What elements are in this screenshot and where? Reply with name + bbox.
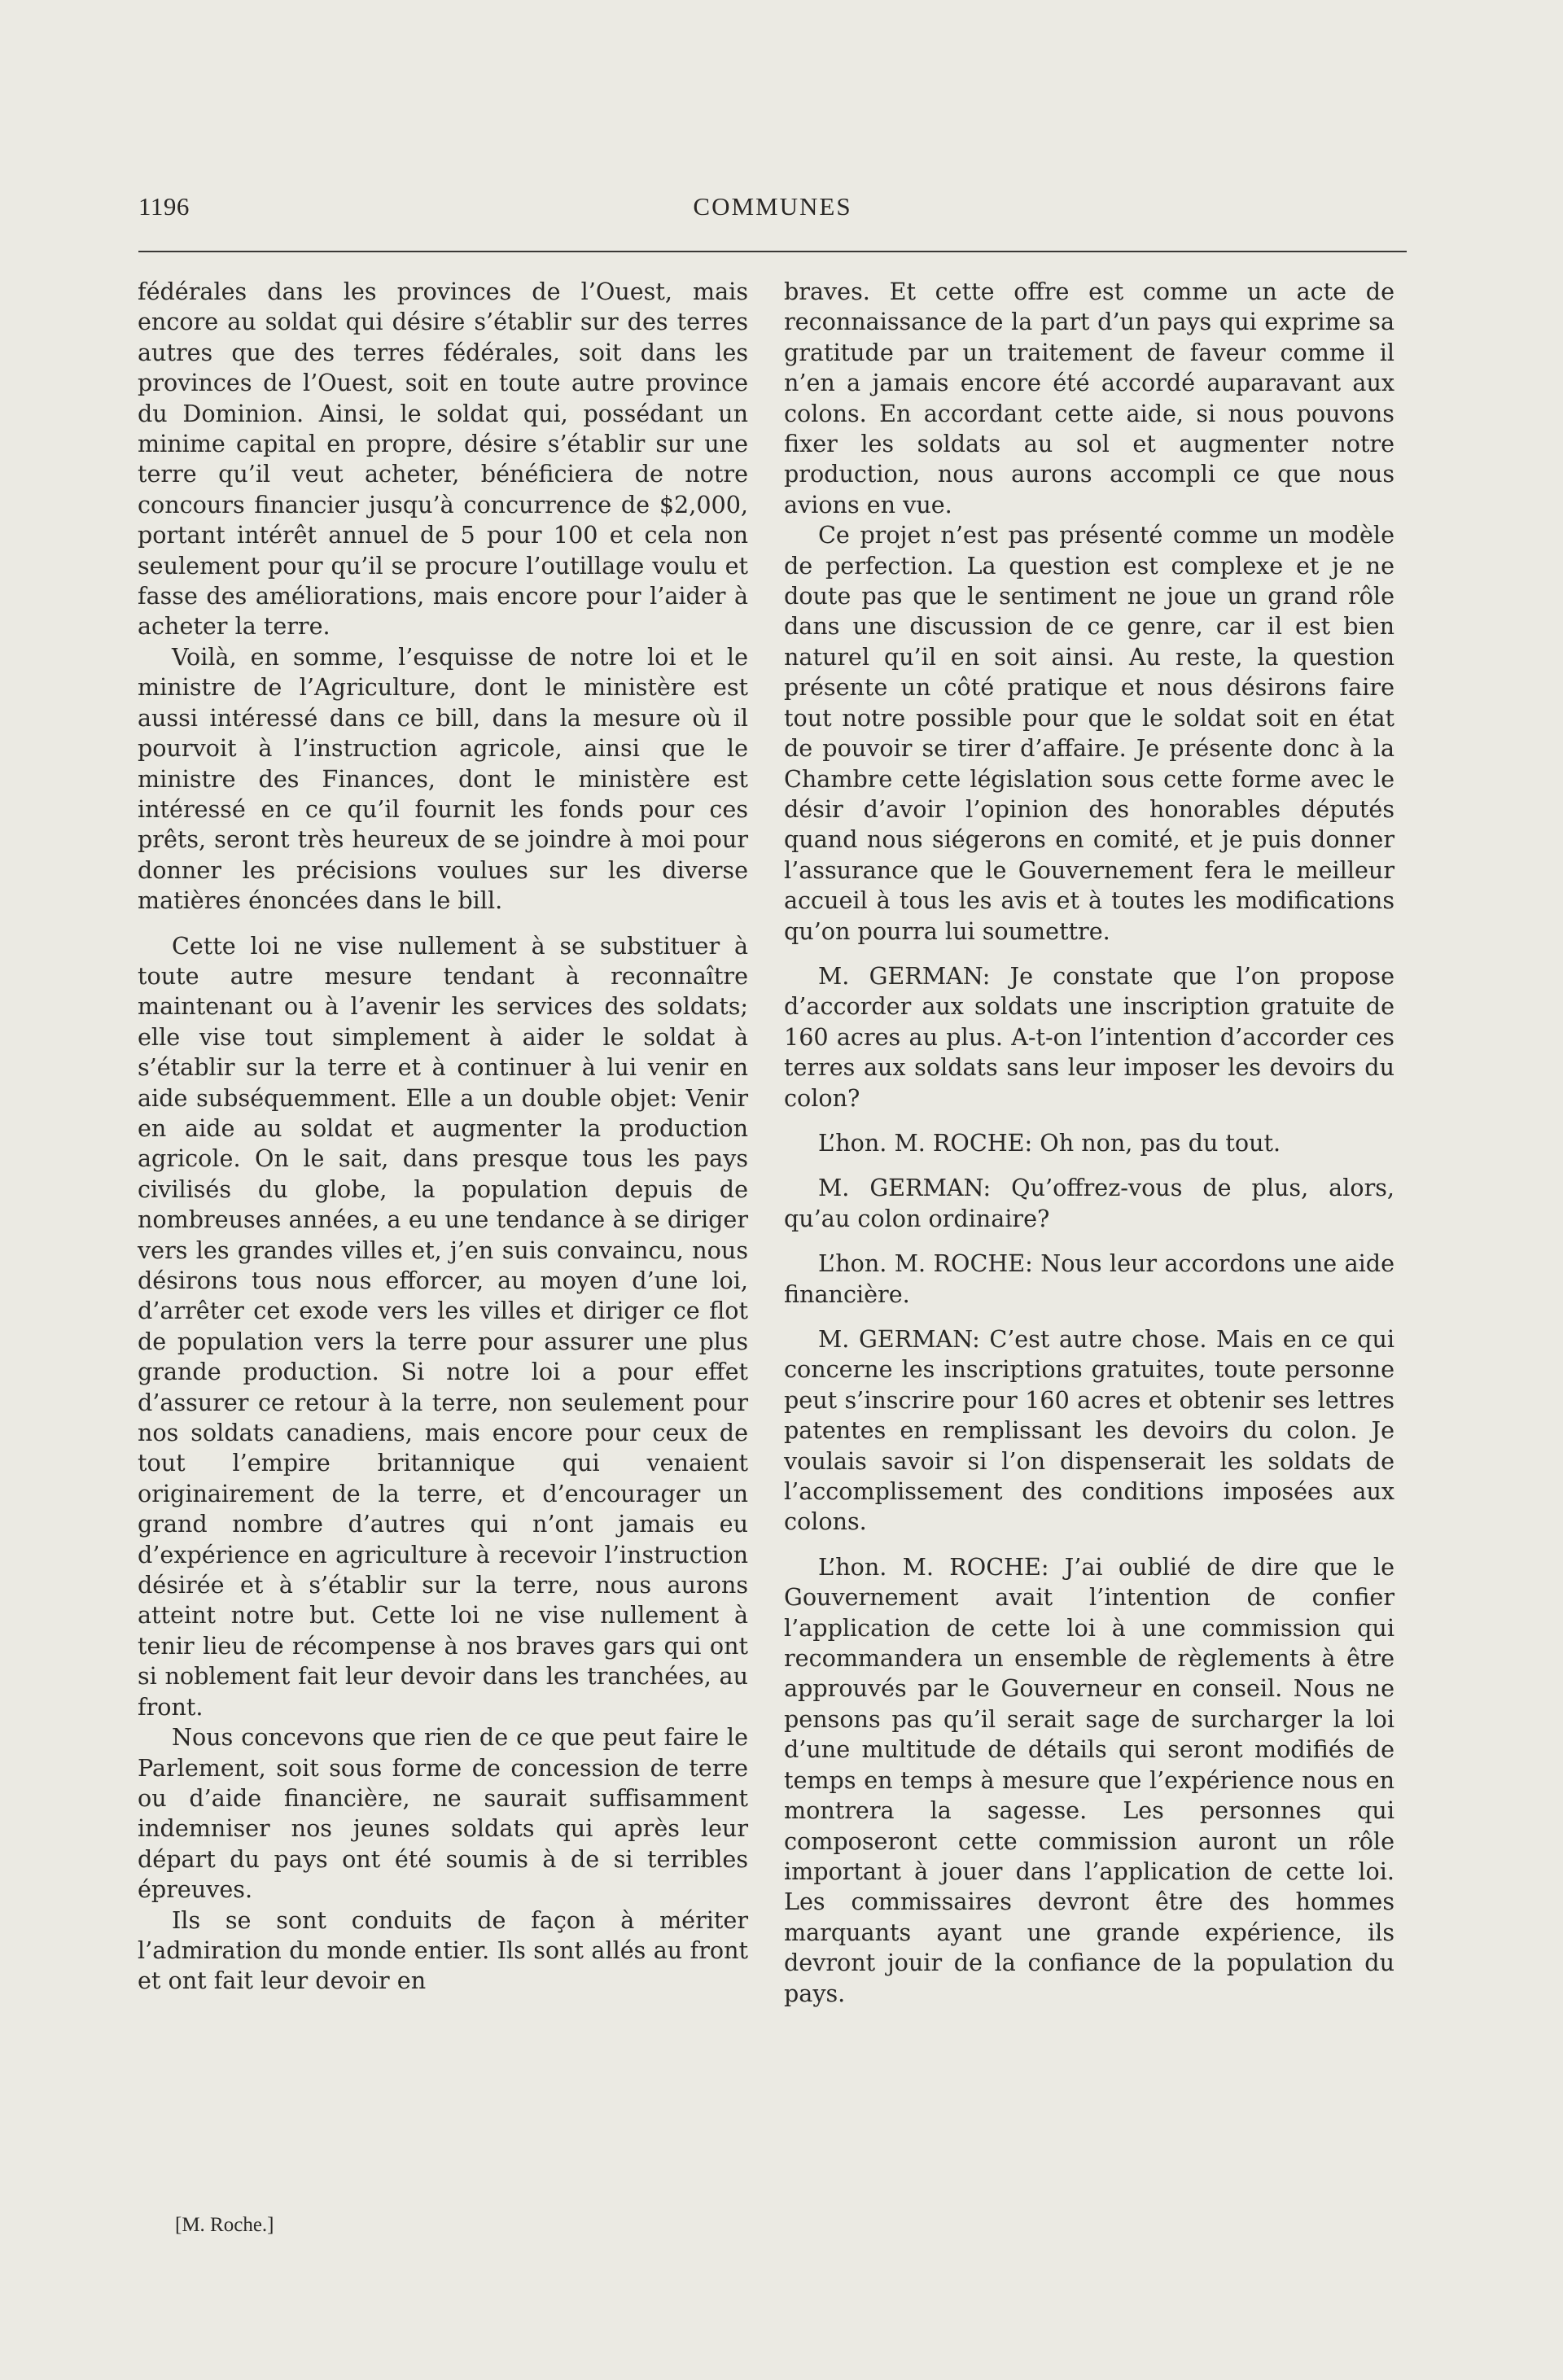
paragraph: Ils se sont conduits de façon à mériter l’admiration du monde entier. Ils sont allés au front et ont fait leur devoir en xyxy=(138,1905,748,1995)
header-rule xyxy=(138,251,1407,252)
paragraph: M. GERMAN: Je constate que l’on propose d’accorder aux soldats une inscription gratuite de 160 acres au plus. A-t-on l’intention d’accorder ces terres aux soldats sans leur imposer les devoirs du colon? xyxy=(784,961,1394,1112)
left-column xyxy=(138,277,748,1997)
right-column xyxy=(784,277,1394,2009)
paragraph: fédérales dans les provinces de l’Ouest, mais encore au soldat qui désire s’établir sur des terres autres que des terres fédérales, soit dans les provinces de l’Ouest, soit en toute autre province du Dominion. Ainsi, le soldat qui, possédant un minime capital en propre, désire s’établir sur une terre qu’il veut acheter, bénéficiera de notre concours financier jusqu’à concurrence de $2,000, portant intérêt annuel de 5 pour 100 et cela non seulement pour qu’il se procure l’outillage voulu et fasse des améliorations, mais encore pour l’aider à acheter la terre. xyxy=(138,278,748,641)
paragraph: L’hon. M. ROCHE: Nous leur accordons une aide financière. xyxy=(784,1249,1394,1308)
paragraph: Nous concevons que rien de ce que peut faire le Parlement, soit sous forme de concession de terre ou d’aide financière, ne saurait suffisamment indemniser nos jeunes soldats qui après leur départ du pays ont été soumis à de si terribles épreuves. xyxy=(138,1723,748,1904)
paragraph: Cette loi ne vise nullement à se substituer à toute autre mesure tendant à reconnaître maintenant ou à l’avenir les services des soldats; elle vise tout simplement à aider le soldat à s’établir sur la terre et à continuer à lui venir en aide subséquemment. Elle a un double objet: Venir en aide au soldat et augmenter la production agricole. On le sait, dans presque tous les pays civilisés du globe, la population depuis de nombreuses années, a eu une tendance à se diriger vers les grandes villes et, j’en suis convaincu, nous désirons tous nous efforcer, au moyen d’une loi, d’arrêter cet exode vers les villes et diriger ce flot de population vers la terre pour assurer une plus grande production. Si notre loi a pour effet d’assurer ce retour à la terre, non seulement pour nos soldats canadiens, mais encore pour ceux de tout l’empire britannique qui venaient originairement de la terre, et d’encourager un grand nombre d’autres qui n’ont jamais eu d’expérience en agriculture à recevoir l’instruction désirée et à s’établir sur la terre, nous aurons atteint notre but. Cette loi ne vise nullement à tenir lieu de récompense à nos braves gars qui ont si noblement fait leur devoir dans les tranchées, au front. xyxy=(138,931,748,1721)
page-number: 1196 xyxy=(138,192,190,221)
page-header xyxy=(138,192,1407,228)
paragraph: M. GERMAN: Qu’offrez-vous de plus, alors, qu’au colon ordinaire? xyxy=(784,1174,1394,1232)
paragraph: L’hon. M. ROCHE: Oh non, pas du tout. xyxy=(818,1128,1281,1157)
paragraph: M. GERMAN: C’est autre chose. Mais en ce qui concerne les inscriptions gratuites, toute personne peut s’inscrire pour 160 acres et obtenir ses lettres patentes en remplissant les devoirs du colon. Je voulais savoir si l’on dispenserait les soldats de l’accomplissement des conditions imposées aux colons. xyxy=(784,1325,1394,1536)
paragraph: Ce projet n’est pas présenté comme un modèle de perfection. La question est complexe et je ne doute pas que le sentiment ne joue un grand rôle dans une discussion de ce genre, car il est bien naturel qu’il en soit ainsi. Au reste, la question présente un côté pratique et nous désirons faire tout notre possible pour que le soldat soit en état de pouvoir se tirer d’affaire. Je présente donc à la Chambre cette législation sous cette forme avec le désir d’avoir l’opinion des honorables députés quand nous siégerons en comité, et je puis donner l’assurance que le Gouvernement fera le meilleur accueil à tous les avis et à toutes les modifications qu’on pourra lui soumettre. xyxy=(784,521,1394,945)
paragraph: Voilà, en somme, l’esquisse de notre loi et le ministre de l’Agriculture, dont le ministère est aussi intéressé dans ce bill, dans la mesure où il pourvoit à l’instruction agricole, ainsi que le ministre des Finances, dont le ministère est intéressé en ce qu’il fournit les fonds pour ces prêts, seront très heureux de se joindre à moi pour donner les précisions voulues sur les diverse matières énoncées dans le bill. xyxy=(138,642,748,915)
speaker-footnote: [M. Roche.] xyxy=(175,2214,274,2236)
running-head: COMMUNES xyxy=(693,192,852,221)
paragraph: braves. Et cette offre est comme un acte de reconnaissance de la part d’un pays qui exprime sa gratitude par un traitement de faveur comme il n’en a jamais encore été accordé auparavant aux colons. En accordant cette aide, si nous pouvons fixer les soldats au sol et augmenter notre production, nous aurons accompli ce que nous avions en vue. xyxy=(784,278,1394,518)
paragraph: L’hon. M. ROCHE: J’ai oublié de dire que le Gouvernement avait l’intention de confier l’application de cette loi à une commission qui recommandera un ensemble de règlements à être approuvés par le Gouverneur en conseil. Nous ne pensons pas qu’il serait sage de surcharger la loi d’une multitude de détails qui seront modifiés de temps en temps à mesure que l’expérience nous en montrera la sagesse. Les personnes qui composeront cette commission auront un rôle important à jouer dans l’application de cette loi. Les commissaires devront être des hommes marquants ayant une grande expérience, ils devront jouir de la confiance de la population du pays. xyxy=(784,1552,1394,2007)
